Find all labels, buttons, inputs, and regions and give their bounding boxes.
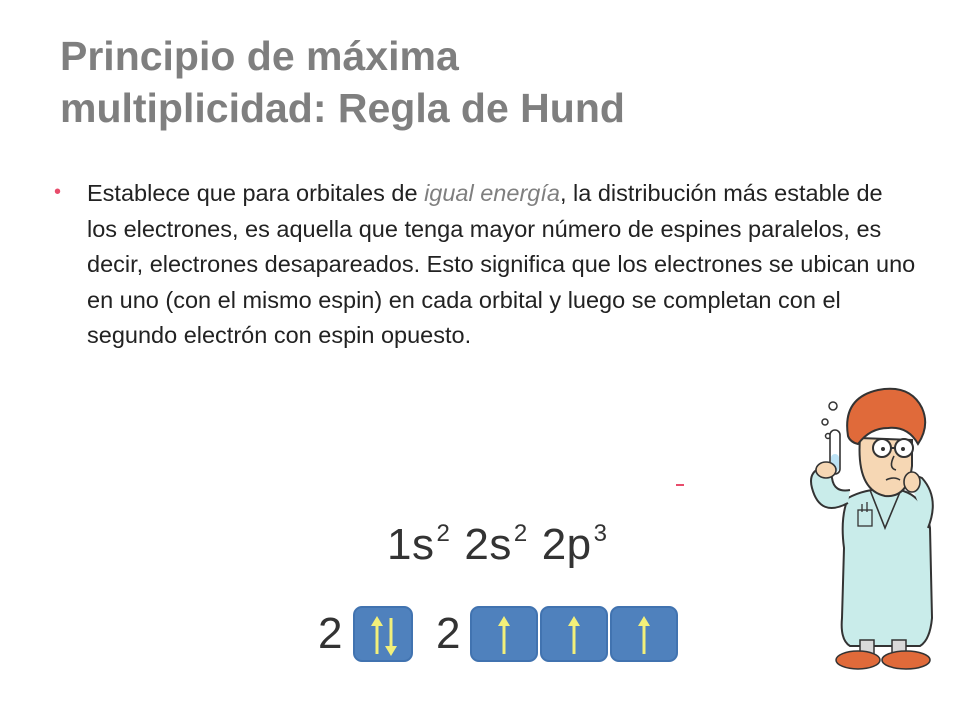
config-term-1s	[387, 520, 450, 570]
up-arrow-icon	[568, 616, 580, 656]
title-line-2: multiplicidad: Regla de Hund	[60, 85, 625, 131]
electron-configuration	[387, 520, 622, 570]
orbital-box-2p-2	[540, 606, 608, 662]
scientist-with-test-tube-icon	[790, 378, 950, 678]
bullet-text-start: Establece que para orbitales de	[87, 180, 425, 206]
slide-title	[60, 30, 880, 134]
config-exponent: 2	[513, 520, 528, 547]
shell-number-1: 2	[318, 609, 343, 658]
orbital-box-2p-1	[470, 606, 538, 662]
title-line-1: Principio de máxima	[60, 33, 459, 79]
config-exponent: 2	[436, 520, 451, 547]
config-exponent: 3	[593, 520, 608, 547]
bullet-text-emphasis: igual energía	[424, 180, 560, 206]
orbital-box-2p-3	[610, 606, 678, 662]
bullet-text-end: , la distribución más estable de los electrones, es aquella que tenga mayor número de espines paralelos, es decir, electrones desapareados. Esto significa que los electrones se ubican uno en uno (con el mismo espin) en cada orbital y luego se completan con el segundo electrón con espin opuesto.	[87, 180, 916, 348]
config-label: 1s	[387, 520, 435, 569]
decorative-dash	[676, 484, 684, 486]
up-arrow-icon	[638, 616, 650, 656]
up-arrow-icon	[371, 616, 383, 656]
shell-number-2: 2	[436, 609, 461, 658]
up-arrow-icon	[498, 616, 510, 656]
config-term-2p	[542, 520, 608, 570]
config-term-2s	[464, 520, 527, 570]
config-label: 2p	[541, 520, 592, 569]
config-label: 2s	[464, 520, 512, 569]
bullet-dot-icon: •	[54, 181, 62, 203]
orbital-box-2s	[353, 606, 413, 662]
down-arrow-icon	[385, 616, 397, 656]
bullet-text	[87, 176, 917, 354]
